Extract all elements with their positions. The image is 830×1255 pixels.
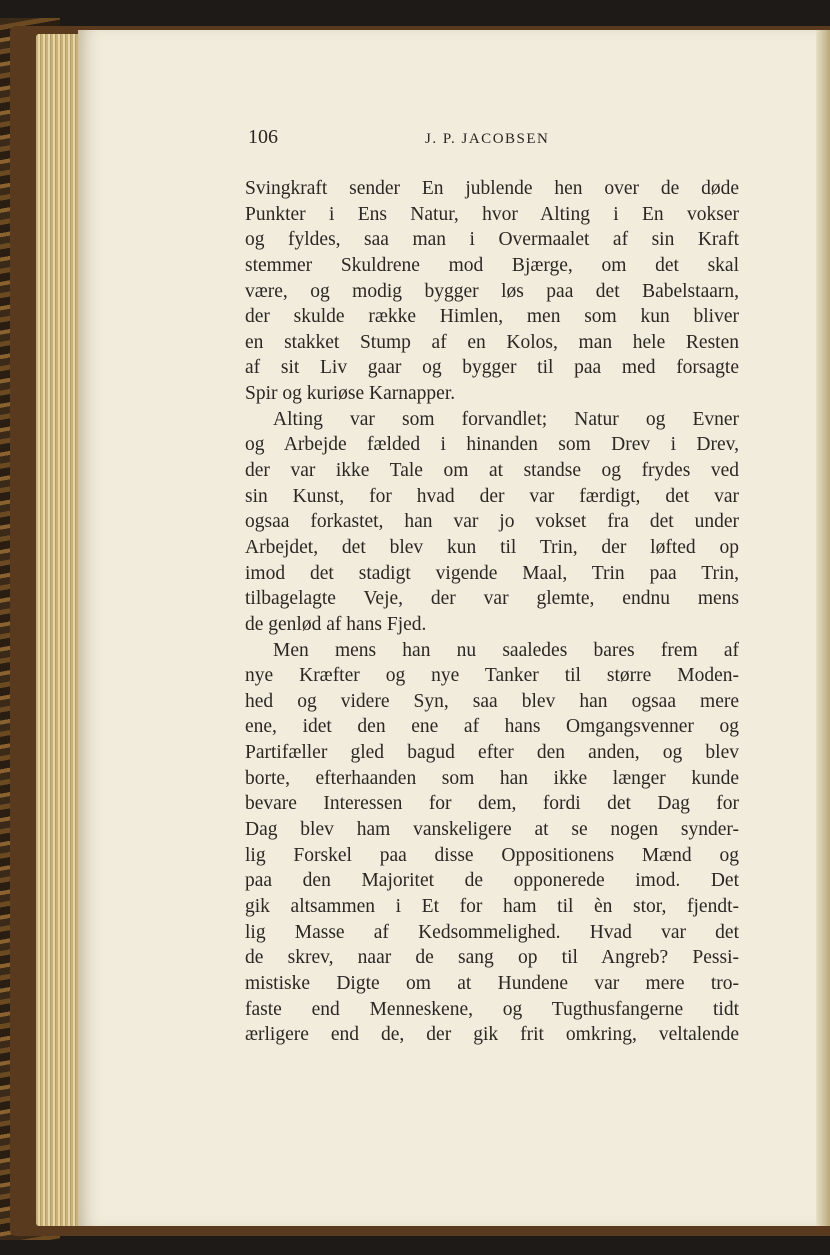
text-line: hed og videre Syn, saa blev han ogsaa mere <box>245 690 739 712</box>
text-line: der skulde række Himlen, men som kun bliver <box>245 306 739 328</box>
text-line: og fyldes, saa man i Overmaalet af sin Kraft <box>245 229 739 251</box>
text-line: Punkter i Ens Natur, hvor Alting i En vokser <box>245 203 739 225</box>
text-line: paa den Majoritet de opponerede imod. Det <box>245 870 739 892</box>
page-edges <box>36 34 82 1226</box>
text-line: og Arbejde fælded i hinanden som Drev i Drev, <box>245 434 739 456</box>
text-line: gik altsammen i Et for ham til èn stor, fjendt- <box>245 895 739 917</box>
page-number: 106 <box>248 126 278 148</box>
body-text <box>245 176 739 1048</box>
text-line: Partifæller gled bagud efter den anden, og blev <box>245 742 739 764</box>
text-line: der var ikke Tale om at standse og frydes ved <box>245 460 739 482</box>
text-line: være, og modig bygger løs paa det Babelstaarn, <box>245 280 739 302</box>
text-line: mistiske Digte om at Hundene var mere tro- <box>245 972 739 994</box>
text-line: nye Kræfter og nye Tanker til større Moden- <box>245 665 739 687</box>
text-line: imod det stadigt vigende Maal, Trin paa Trin, <box>245 562 739 584</box>
text-line: ene, idet den ene af hans Omgangsvenner og <box>245 716 739 738</box>
text-line: Svingkraft sender En jublende hen over de døde <box>245 178 739 199</box>
text-line: sin Kunst, for hvad der var færdigt, det var <box>245 485 739 507</box>
text-line: bevare Interessen for dem, fordi det Dag for <box>245 793 739 815</box>
running-head: J. P. JACOBSEN <box>425 131 550 147</box>
text-line: af sit Liv gaar og bygger til paa med forsagte <box>245 357 739 379</box>
text-line: faste end Menneskene, og Tugthusfangerne tidt <box>245 998 739 1020</box>
text-line: borte, efterhaanden som han ikke længer kunde <box>245 767 739 789</box>
text-line: lig Masse af Kedsommelighed. Hvad var det <box>245 921 739 943</box>
text-line: Dag blev ham vanskeligere at se nogen synder- <box>245 819 739 841</box>
text-line: lig Forskel paa disse Oppositionens Mænd og <box>245 844 739 866</box>
text-line: de skrev, naar de sang op til Angreb? Pessi- <box>245 947 739 969</box>
text-line: ogsaa forkastet, han var jo vokset fra det under <box>245 511 739 533</box>
text-line: Alting var som forvandlet; Natur og Evner <box>273 408 739 430</box>
text-line: ærligere end de, der gik frit omkring, veltalende <box>245 1024 739 1046</box>
text-line: stemmer Skuldrene mod Bjærge, om det skal <box>245 254 739 276</box>
text-line: Arbejdet, det blev kun til Trin, der løfted op <box>245 536 739 558</box>
text-line: Spir og kuriøse Karnapper. <box>245 383 456 405</box>
text-line: en stakket Stump af en Kolos, man hele Resten <box>245 331 739 353</box>
text-line: de genlød af hans Fjed. <box>245 613 427 635</box>
text-line: Men mens han nu saaledes bares frem af <box>273 639 739 661</box>
page-right-edge <box>816 30 830 1226</box>
text-line: tilbagelagte Veje, der var glemte, endnu mens <box>245 588 739 610</box>
